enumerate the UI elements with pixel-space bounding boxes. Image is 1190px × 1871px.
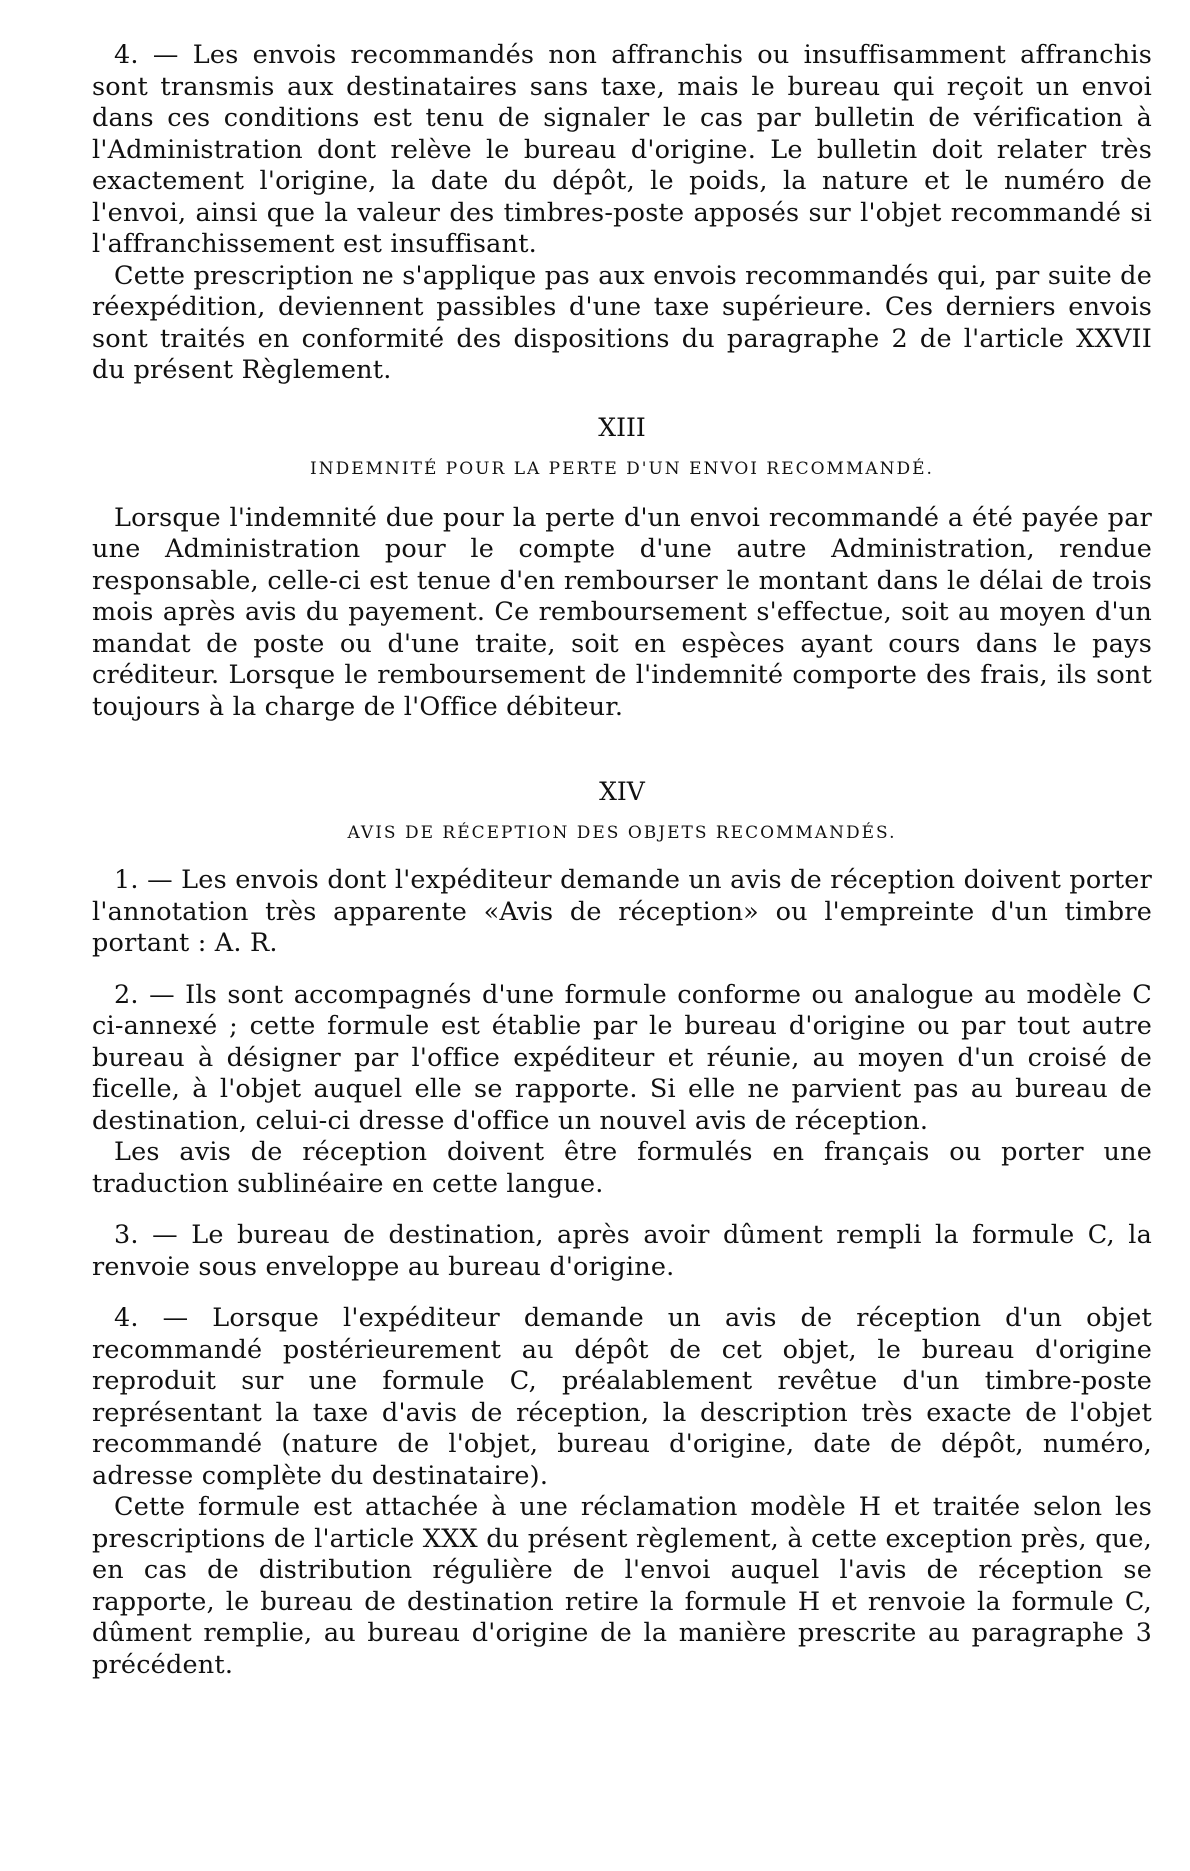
art14-paragraph-3: 3. — Le bureau de destination, après avoir dûment rempli la formule C, la renvoie sous enveloppe au bureau d'origine. <box>92 1220 1152 1282</box>
art14-paragraph-4-continuation: Cette formule est attachée à une réclamation modèle H et traitée selon les prescriptions de l'article XXX du présent règlement, à cette exception près, que, en cas de distribution régulière de l'envoi auquel l'avis de réception se rapporte, le bureau de destination retire la formule H et renvoie la formule C, dûment remplie, au bureau d'origine de la manière prescrite au paragraphe 3 précédent. <box>92 1492 1152 1680</box>
art13-title: INDEMNITÉ POUR LA PERTE D'UN ENVOI RECOMMANDÉ. <box>310 458 934 479</box>
art13-paragraph: Lorsque l'indemnité due pour la perte d'un envoi recommandé a été payée par une Administration pour le compte d'une autre Administration, rendue responsable, celle-ci est tenue d'en rembourser le montant dans le délai de trois mois après avis du payement. Ce remboursement s'effectue, soit au moyen d'un mandat de poste ou d'une traite, soit en espèces ayant cours dans le pays créditeur. Lorsque le remboursement de l'indemnité comporte des frais, ils sont toujours à la charge de l'Office débiteur. <box>92 502 1152 722</box>
art14-number: XIV <box>599 777 645 806</box>
art12-paragraph-4-continuation: Cette prescription ne s'applique pas aux envois recommandés qui, par suite de réexpédition, deviennent passibles d'une taxe supérieure. Ces derniers envois sont traités en conformité des dispositions du paragraphe 2 de l'article XXVII du présent Règlement. <box>92 260 1152 385</box>
art14-title: AVIS DE RÉCEPTION DES OBJETS RECOMMANDÉS. <box>347 823 897 843</box>
art12-paragraph-4: 4. — Les envois recommandés non affranchis ou insuffisamment affranchis sont transmis aux destinataires sans taxe, mais le bureau qui reçoit un envoi dans ces conditions est tenu de signaler le cas par bulletin de vérification à l'Administration dont relève le bureau d'origine. Le bulletin doit relater très exactement l'origine, la date du dépôt, le poids, la nature et le numéro de l'envoi, ainsi que la valeur des timbres-poste apposés sur l'objet recommandé si l'affranchissement est insuffisant. <box>92 40 1152 259</box>
art14-paragraph-2-continuation: Les avis de réception doivent être formulés en français ou porter une traduction sublinéaire en cette langue. <box>92 1137 1152 1199</box>
art14-paragraph-1: 1. — Les envois dont l'expéditeur demande un avis de réception doivent porter l'annotation très apparente «Avis de réception» ou l'empreinte d'un timbre portant : A. R. <box>92 865 1152 958</box>
document-page <box>92 40 1152 1681</box>
art14-paragraph-2: 2. — Ils sont accompagnés d'une formule conforme ou analogue au modèle C ci-annexé ; cette formule est établie par le bureau d'origine ou par tout autre bureau à désigner par l'office expéditeur et réunie, au moyen d'un croisé de ficelle, à l'objet auquel elle se rapporte. Si elle ne parvient pas au bureau de destination, celui-ci dresse d'office un nouvel avis de réception. <box>92 979 1152 1136</box>
art13-number: XIII <box>598 412 646 442</box>
art14-paragraph-4: 4. — Lorsque l'expéditeur demande un avis de réception d'un objet recommandé postérieurement au dépôt de cet objet, le bureau d'origine reproduit sur une formule C, préalablement revêtue d'un timbre-poste représentant la taxe d'avis de réception, la description très exacte de l'objet recommandé (nature de l'objet, bureau d'origine, date de dépôt, numéro, adresse complète du destinataire). <box>92 1303 1152 1491</box>
